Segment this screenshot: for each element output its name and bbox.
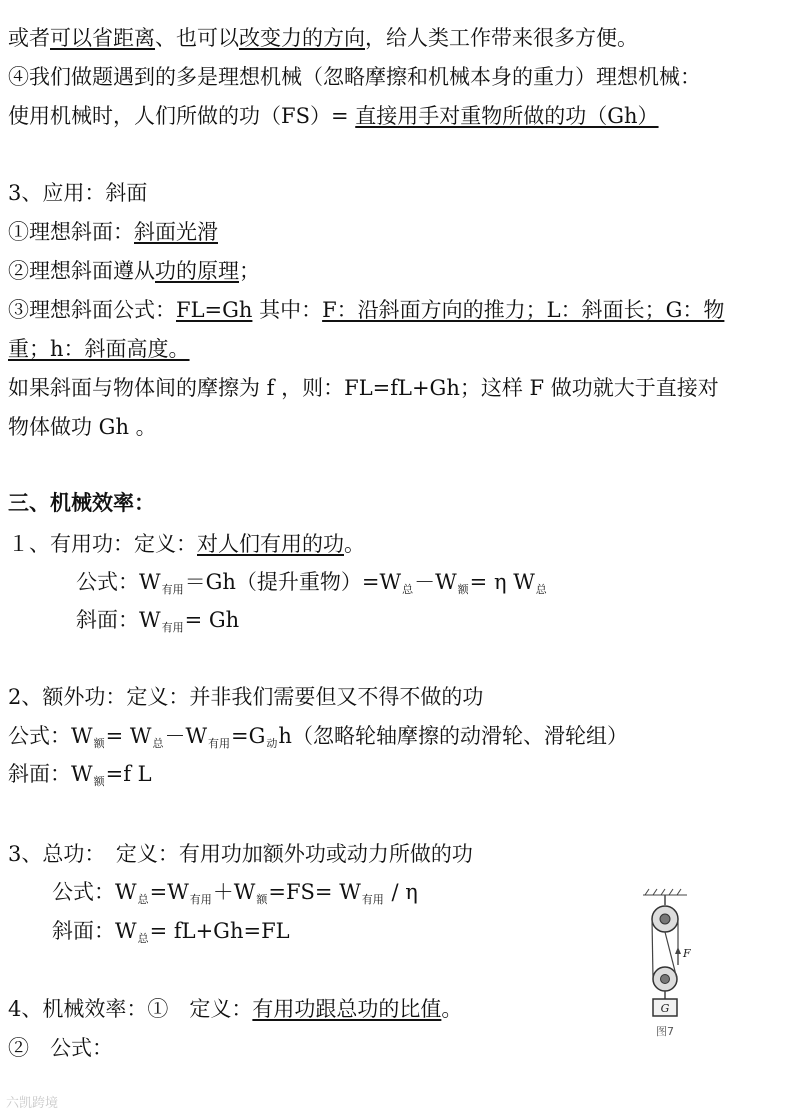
watermark: 六凯跨境 <box>6 1096 59 1111</box>
underlined-term: 斜面光滑 <box>134 220 218 244</box>
text-line-3-4b: 物体做功 Gh 。 <box>8 415 157 439</box>
underlined-term: 对人们有用的功 <box>197 532 344 556</box>
underlined-term: FL=Gh <box>176 298 253 322</box>
text-efficiency: 4、机械效率：① 定义：有用功跟总功的比值。 <box>8 997 463 1021</box>
underlined-term: F：沿斜面方向的推力；L：斜面长；G：物 <box>322 298 725 322</box>
text-line-3-2: ②理想斜面遵从功的原理； <box>8 259 260 283</box>
text-line-3-3b: 重；h：斜面高度。 <box>8 337 190 361</box>
figure-caption: 图7 <box>656 1025 674 1038</box>
text-line-2: ④我们做题遇到的多是理想机械（忽略摩擦和机械本身的重力）理想机械： <box>8 65 701 89</box>
weight-label: G <box>660 1002 670 1015</box>
underlined-term: 改变力的方向 <box>239 26 365 50</box>
force-label: F <box>683 947 691 960</box>
text-total-work: 3、总功： 定义：有用功加额外功或动力所做的功 <box>8 842 473 866</box>
underlined-term: 功的原理 <box>155 259 239 283</box>
formula-total-work: 公式：$W_总=W_{有用}+W_额=FS= W_{有用} / \eta$ <box>52 880 418 906</box>
text-efficiency-formula: ② 公式： <box>8 1036 113 1060</box>
underlined-term: 有用功跟总功的比值 <box>252 997 442 1021</box>
formula-useful-work: 公式：$W_{有用}=Gh$（提升重物）$=W_总-W_额= \eta$ $W_总$ <box>76 570 547 596</box>
heading-3: 三、机械效率： <box>8 490 155 515</box>
incline-total-work: 斜面：$W_总= fL+Gh=FL$ <box>52 919 290 945</box>
force-arrow-icon <box>675 947 681 965</box>
text-line-3-4: 如果斜面与物体间的摩擦为 f ，则：FL=fL+Gh；这样 F 做功就大于直接对 <box>8 376 719 400</box>
text-line-3-3: ③理想斜面公式：FL=Gh 其中：F：沿斜面方向的推力；L：斜面长；G：物 <box>8 298 725 322</box>
formula-extra-work: 公式：$W_额= W_总-W_{有用}=G_动h$（忽略轮轴摩擦的动滑轮、滑轮组） <box>8 724 628 750</box>
text-line-1: 或者可以省距离、也可以改变力的方向，给人类工作带来很多方便。 <box>8 26 638 50</box>
pulley-figure <box>625 885 705 1050</box>
text-line-3: 使用机械时，人们所做的功（FS）= 直接用手对重物所做的功（Gh） <box>8 104 659 128</box>
text-line-3-1: ①理想斜面：斜面光滑 <box>8 220 218 244</box>
section-3-title: 3、应用：斜面 <box>8 181 148 205</box>
text-useful-work: １、有用功：定义：对人们有用的功。 <box>8 532 365 556</box>
ceiling-hatch <box>643 889 687 895</box>
incline-useful-work: 斜面：$W_{有用}= Gh$ <box>76 608 240 634</box>
text-extra-work: 2、额外功：定义：并非我们需要但又不得不做的功 <box>8 685 484 709</box>
underlined-term: 可以省距离 <box>50 26 155 50</box>
incline-extra-work: 斜面：$W_额=f$ L <box>8 762 152 788</box>
underlined-term: 直接用手对重物所做的功（Gh） <box>355 104 659 128</box>
